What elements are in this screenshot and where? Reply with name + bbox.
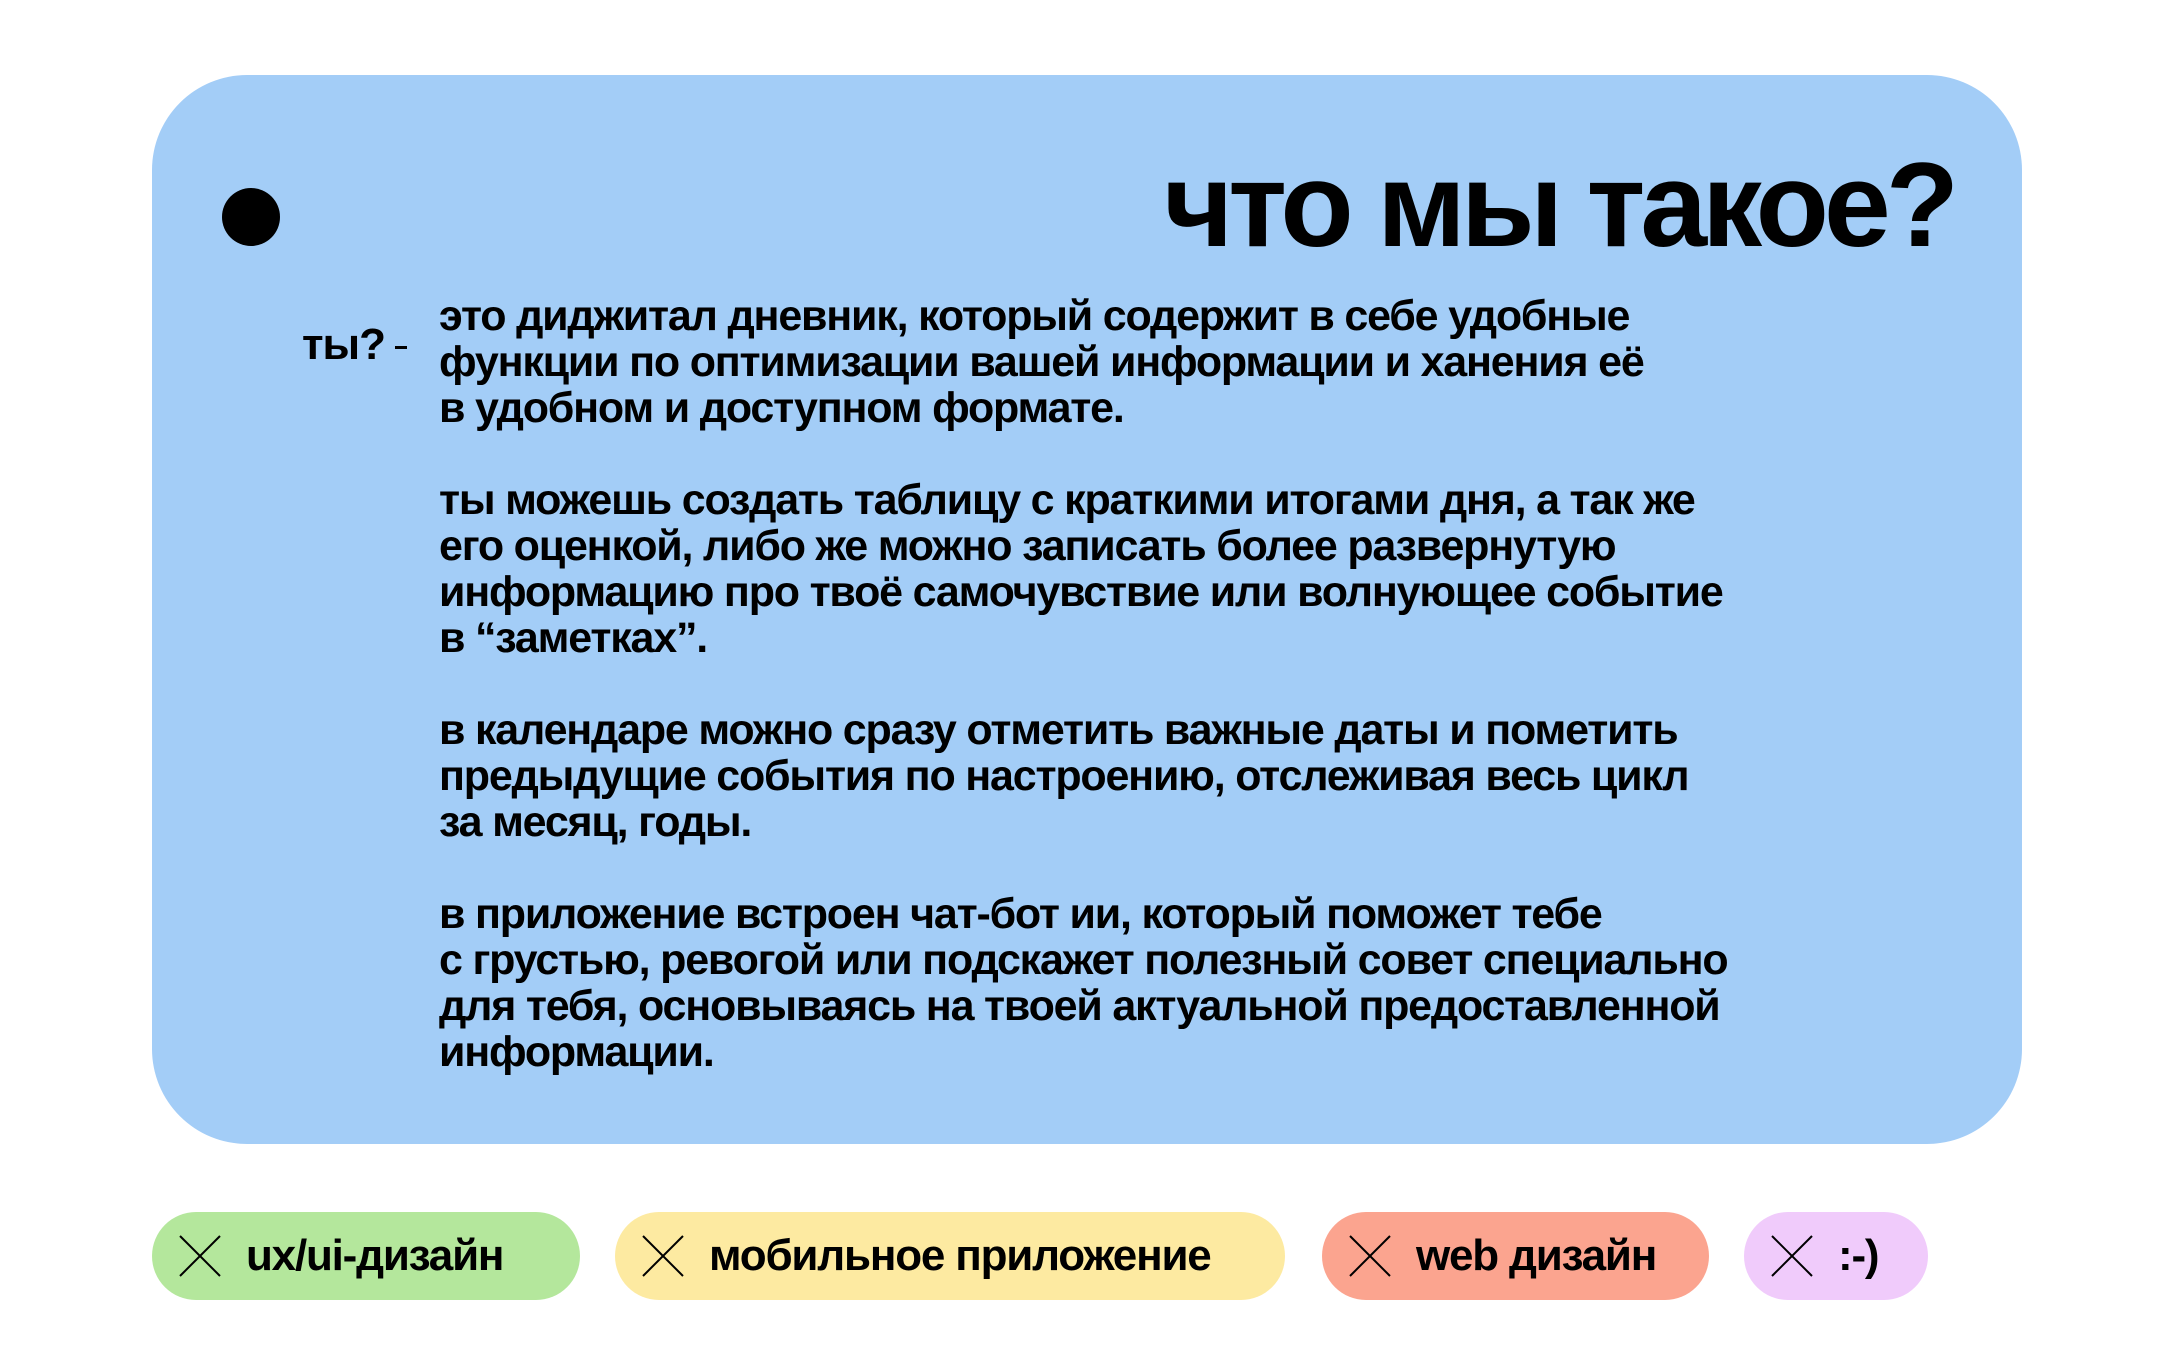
description-body (439, 293, 1979, 1121)
text-line: в удобном и доступном формате. (439, 384, 1124, 432)
text-line: информации. (439, 1028, 714, 1076)
info-card (152, 75, 2022, 1144)
text-line: в приложение встроен чат-бот ии, который поможет тебе (439, 890, 1602, 938)
text-line: предыдущие события по настроению, отслеживая весь цикл (439, 752, 1689, 800)
text-line: в “заметках”. (439, 614, 708, 662)
paragraph-table (439, 477, 1979, 661)
side-label-dash (395, 346, 407, 349)
tag-label: ux/ui-дизайн (246, 1231, 504, 1280)
text-line: в календаре можно сразу отметить важные даты и пометить (439, 706, 1678, 754)
tag-smiley[interactable] (1744, 1212, 1928, 1300)
tag-label: мобильное приложение (709, 1231, 1211, 1280)
text-line: это диджитал дневник, который содержит в себе удобные (439, 292, 1630, 340)
paragraph-calendar (439, 707, 1979, 845)
tag-web-design[interactable] (1322, 1212, 1709, 1300)
text-line: его оценкой, либо же можно записать более развернутую (439, 522, 1616, 570)
side-label-text: ты? (302, 320, 386, 369)
side-label (302, 320, 407, 369)
tag-label: :-) (1838, 1231, 1879, 1280)
paragraph-chatbot (439, 891, 1979, 1075)
text-line: информацию про твоё самочувствие или волнующее событие (439, 568, 1723, 616)
tag-ux-ui-design[interactable] (152, 1212, 580, 1300)
close-icon[interactable] (641, 1234, 685, 1278)
close-icon[interactable] (178, 1234, 222, 1278)
text-line: функции по оптимизации вашей информации и ханения её (439, 338, 1644, 386)
tag-mobile-app[interactable] (615, 1212, 1285, 1300)
text-line: ты можешь создать таблицу с краткими итогами дня, а так же (439, 476, 1695, 524)
text-line: за месяц, годы. (439, 798, 752, 846)
card-title: что мы такое? (1163, 138, 1954, 272)
tag-label: web дизайн (1416, 1231, 1657, 1280)
bullet-dot (222, 188, 280, 246)
text-line: для тебя, основываясь на твоей актуальной предоставленной (439, 982, 1720, 1030)
text-line: с грустью, ревогой или подскажет полезный совет специально (439, 936, 1728, 984)
close-icon[interactable] (1770, 1234, 1814, 1278)
close-icon[interactable] (1348, 1234, 1392, 1278)
paragraph-intro (439, 293, 1979, 431)
